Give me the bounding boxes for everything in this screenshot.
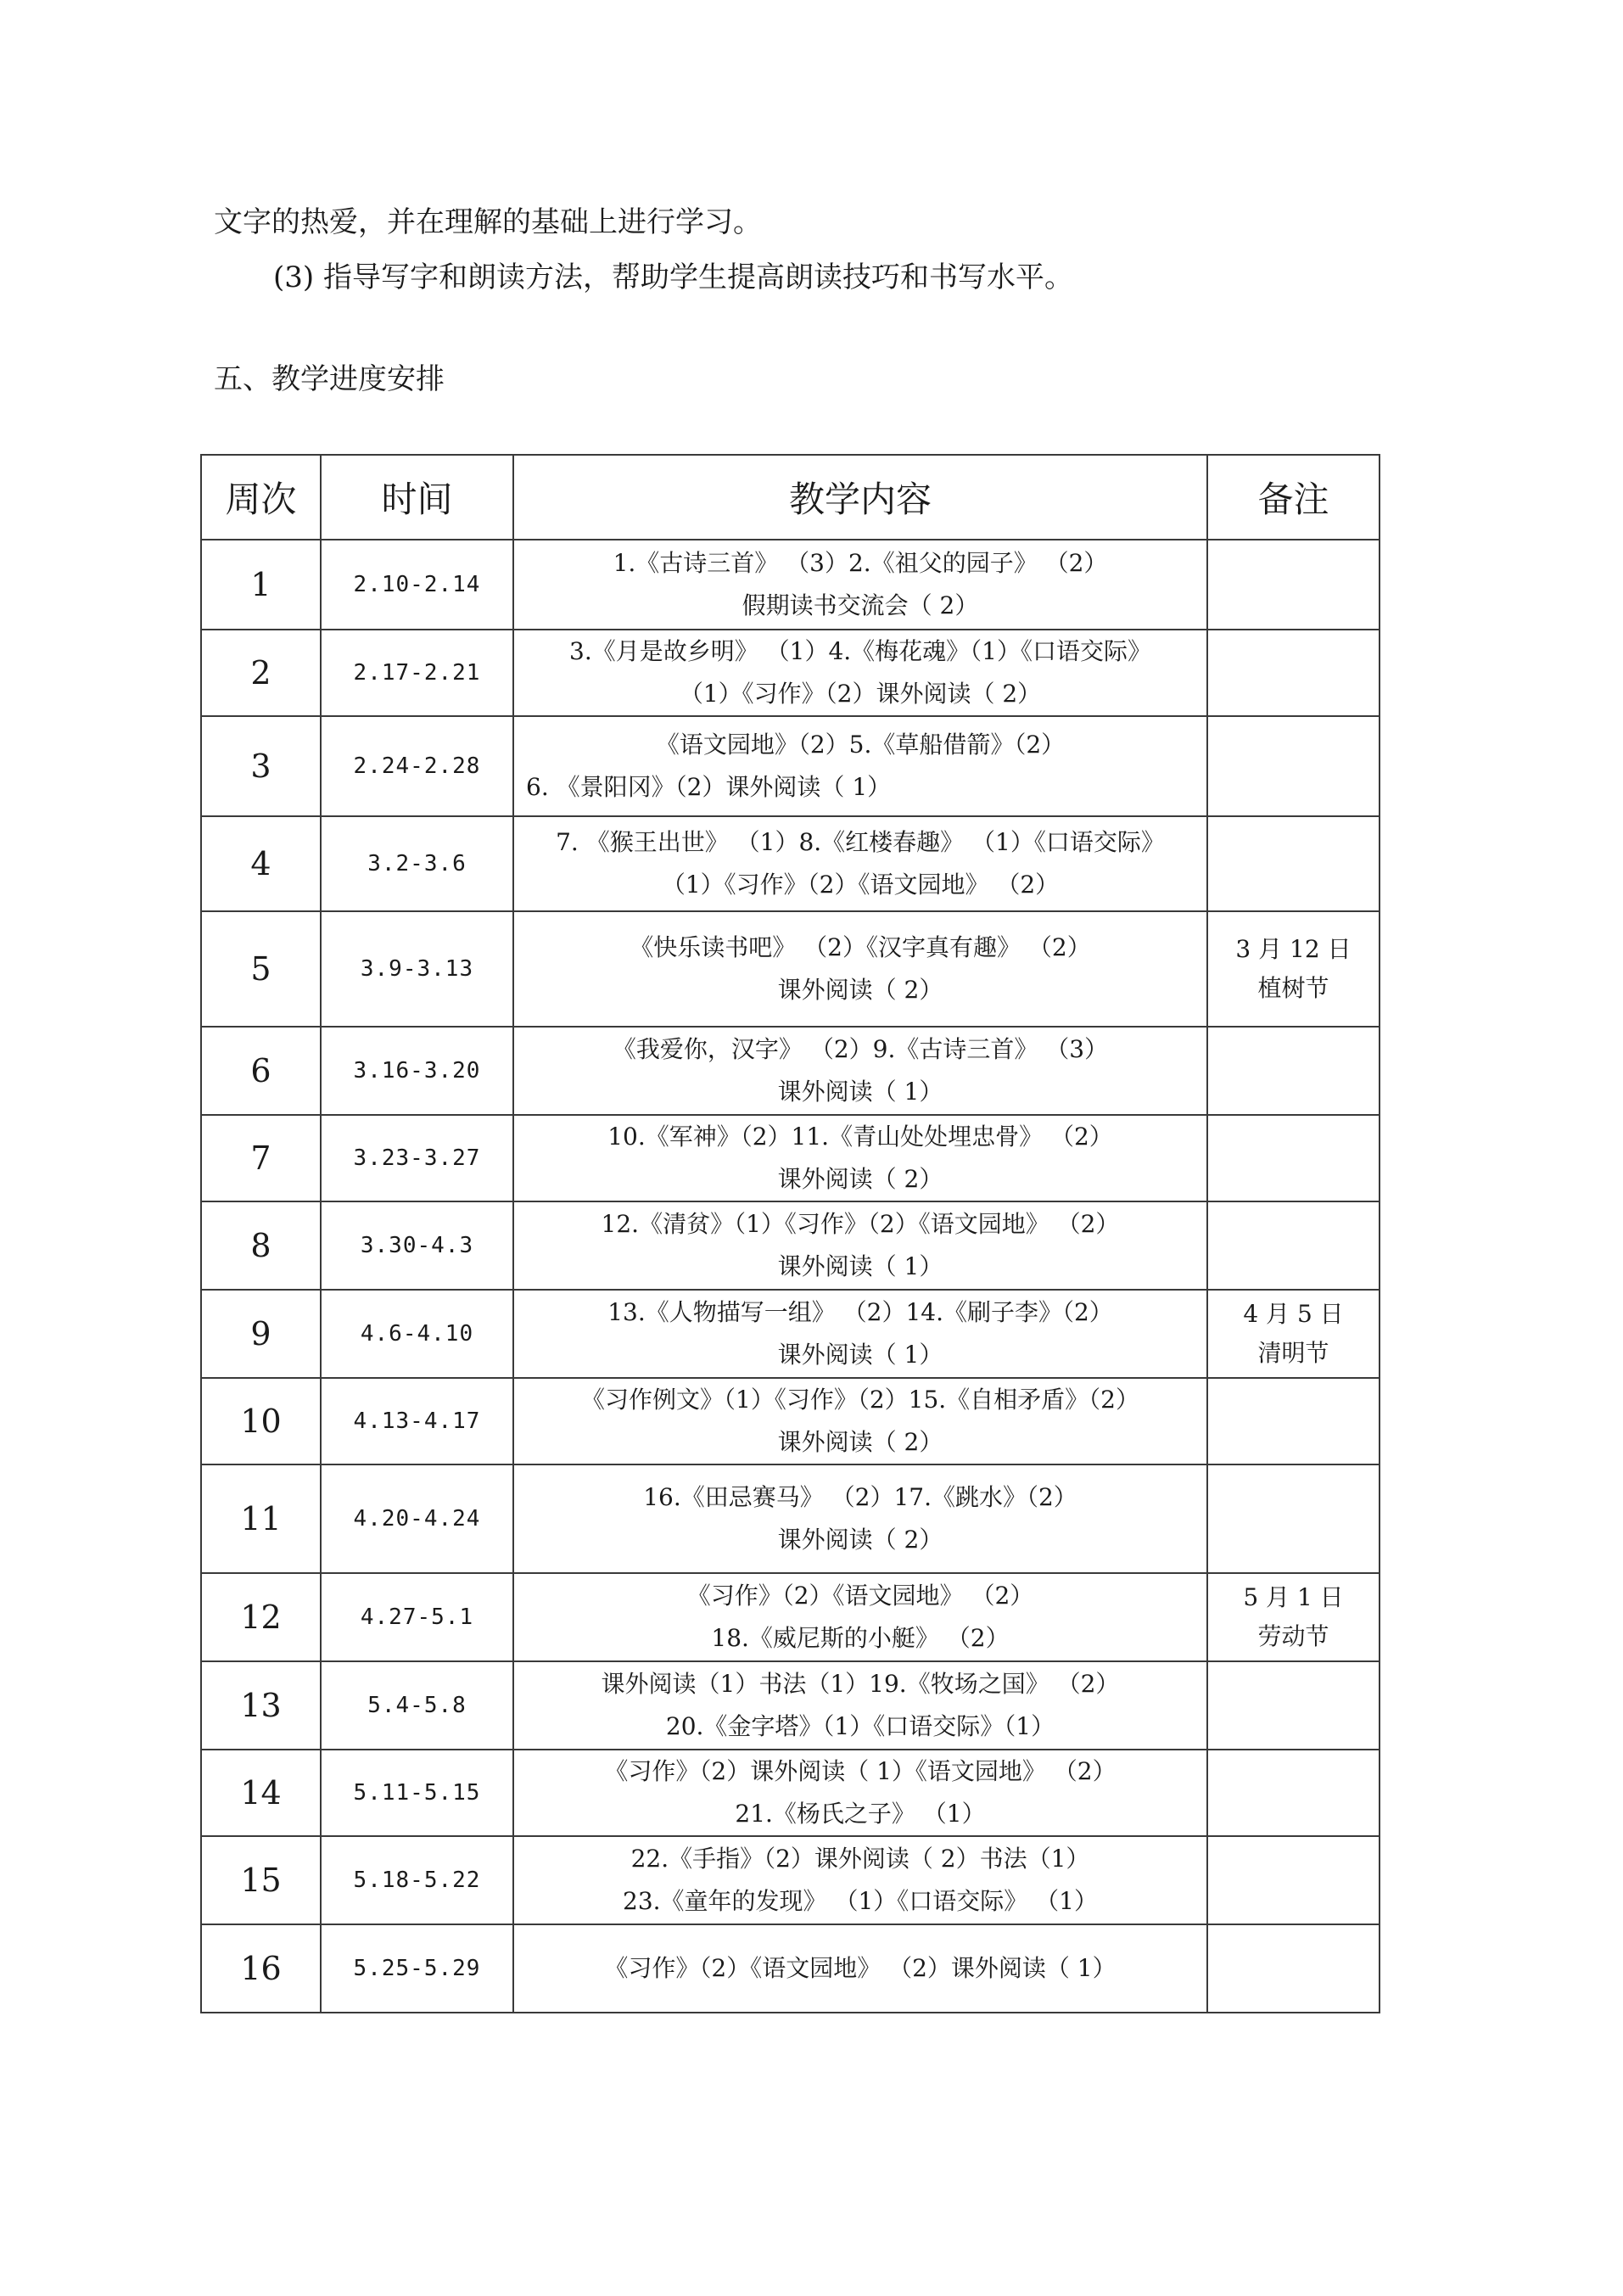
content-line: 课外阅读（ 2） bbox=[777, 1428, 943, 1456]
note-cell bbox=[1207, 1573, 1380, 1661]
table-body bbox=[201, 540, 1380, 2013]
content-cell bbox=[513, 1201, 1207, 1290]
content-cell bbox=[513, 1115, 1207, 1201]
note-cell bbox=[1207, 1836, 1380, 1924]
time-cell: 3.30-4.3 bbox=[321, 1201, 513, 1290]
week-cell: 14 bbox=[201, 1750, 321, 1836]
content-line: 《快乐读书吧》 （2）《汉字真有趣》 （2） bbox=[630, 933, 1091, 961]
content-line: 1.《古诗三首》 （3）2.《祖父的园子》 （2） bbox=[613, 549, 1108, 577]
header-time: 时间 bbox=[321, 455, 513, 540]
content-line: 12.《清贫》（1）《习作》（2）《语文园地》 （2） bbox=[601, 1210, 1120, 1238]
time-cell: 3.2-3.6 bbox=[321, 816, 513, 911]
content-cell bbox=[513, 1573, 1207, 1661]
content-line: 课外阅读（ 1） bbox=[777, 1078, 943, 1106]
week-cell: 7 bbox=[201, 1115, 321, 1201]
week-cell: 2 bbox=[201, 630, 321, 716]
content-line: 16.《田忌赛马》 （2）17.《跳水》（2） bbox=[643, 1483, 1077, 1511]
time-cell: 5.18-5.22 bbox=[321, 1836, 513, 1924]
time-cell: 3.9-3.13 bbox=[321, 911, 513, 1027]
note-cell bbox=[1207, 1290, 1380, 1378]
content-cell bbox=[513, 716, 1207, 816]
content-line: 13.《人物描写一组》 （2）14.《刷子李》（2） bbox=[607, 1298, 1113, 1326]
note-line: 3 月 12 日 bbox=[1235, 935, 1352, 963]
table-row bbox=[201, 1661, 1380, 1750]
note-cell bbox=[1207, 630, 1380, 716]
table-row bbox=[201, 816, 1380, 911]
week-cell: 6 bbox=[201, 1027, 321, 1115]
content-line: 7. 《猴王出世》 （1）8.《红楼春趣》 （1）《口语交际》 bbox=[556, 828, 1165, 856]
content-line: 《语文园地》（2）5.《草船借箭》（2） bbox=[655, 731, 1066, 759]
note-cell bbox=[1207, 1378, 1380, 1464]
content-line: 20.《金字塔》（1）《口语交际》（1） bbox=[665, 1712, 1055, 1740]
note-cell bbox=[1207, 1661, 1380, 1750]
table-row bbox=[201, 1750, 1380, 1836]
content-cell bbox=[513, 1836, 1207, 1924]
content-line: 假期读书交流会（ 2） bbox=[742, 591, 979, 619]
week-cell: 1 bbox=[201, 540, 321, 630]
content-line: （1）《习作》（2）《语文园地》 （2） bbox=[661, 871, 1060, 899]
time-cell: 2.10-2.14 bbox=[321, 540, 513, 630]
table-row bbox=[201, 1378, 1380, 1464]
content-line: 10.《军神》（2）11.《青山处处埋忠骨》 （2） bbox=[607, 1123, 1113, 1151]
week-cell: 3 bbox=[201, 716, 321, 816]
time-cell: 5.11-5.15 bbox=[321, 1750, 513, 1836]
content-cell bbox=[513, 1750, 1207, 1836]
content-cell bbox=[513, 1290, 1207, 1378]
section-heading: 五、教学进度安排 bbox=[214, 362, 445, 396]
time-cell: 4.20-4.24 bbox=[321, 1464, 513, 1573]
note-cell bbox=[1207, 1750, 1380, 1836]
table-row bbox=[201, 1573, 1380, 1661]
content-line: 6. 《景阳冈》（2）课外阅读（ 1） bbox=[526, 773, 892, 801]
table-row bbox=[201, 911, 1380, 1027]
table-row bbox=[201, 1464, 1380, 1573]
note-cell bbox=[1207, 1924, 1380, 2013]
content-line: 22.《手指》（2）课外阅读（ 2）书法（1） bbox=[630, 1845, 1090, 1873]
table-row bbox=[201, 540, 1380, 630]
header-note: 备注 bbox=[1207, 455, 1380, 540]
note-cell bbox=[1207, 540, 1380, 630]
note-line: 4 月 5 日 bbox=[1243, 1300, 1344, 1328]
table-row bbox=[201, 1201, 1380, 1290]
content-cell bbox=[513, 540, 1207, 630]
week-cell: 8 bbox=[201, 1201, 321, 1290]
week-cell: 12 bbox=[201, 1573, 321, 1661]
time-cell: 4.13-4.17 bbox=[321, 1378, 513, 1464]
week-cell: 15 bbox=[201, 1836, 321, 1924]
content-line: （1）《习作》（2）课外阅读（ 2） bbox=[679, 680, 1042, 708]
content-line: 课外阅读（1）书法（1）19.《牧场之国》 （2） bbox=[601, 1670, 1120, 1698]
content-line: 课外阅读（ 2） bbox=[777, 976, 943, 1004]
time-cell: 3.16-3.20 bbox=[321, 1027, 513, 1115]
content-cell bbox=[513, 1027, 1207, 1115]
time-cell: 5.25-5.29 bbox=[321, 1924, 513, 2013]
header-content: 教学内容 bbox=[513, 455, 1207, 540]
content-line: 《习作》（2）课外阅读（ 1）《语文园地》 （2） bbox=[604, 1757, 1117, 1785]
time-cell: 2.17-2.21 bbox=[321, 630, 513, 716]
content-line: 《习作》（2）《语文园地》 （2）课外阅读（ 1） bbox=[604, 1954, 1117, 1982]
intro-line-2: (3) 指导写字和朗读方法，帮助学生提高朗读技巧和书写水平。 bbox=[273, 260, 1073, 294]
week-cell: 5 bbox=[201, 911, 321, 1027]
schedule-table bbox=[200, 454, 1380, 2013]
table-row bbox=[201, 1836, 1380, 1924]
note-cell bbox=[1207, 816, 1380, 911]
table-row bbox=[201, 1290, 1380, 1378]
week-cell: 10 bbox=[201, 1378, 321, 1464]
note-cell bbox=[1207, 911, 1380, 1027]
time-cell: 2.24-2.28 bbox=[321, 716, 513, 816]
table-row bbox=[201, 1115, 1380, 1201]
note-line: 劳动节 bbox=[1257, 1622, 1329, 1650]
header-week: 周次 bbox=[201, 455, 321, 540]
time-cell: 4.6-4.10 bbox=[321, 1290, 513, 1378]
content-line: 23.《童年的发现》 （1）《口语交际》 （1） bbox=[623, 1887, 1098, 1915]
content-cell bbox=[513, 911, 1207, 1027]
week-cell: 4 bbox=[201, 816, 321, 911]
content-line: 18.《威尼斯的小艇》 （2） bbox=[711, 1624, 1010, 1652]
time-cell: 5.4-5.8 bbox=[321, 1661, 513, 1750]
content-line: 3.《月是故乡明》 （1）4.《梅花魂》（1）《口语交际》 bbox=[569, 637, 1151, 665]
table-row bbox=[201, 1924, 1380, 2013]
note-cell bbox=[1207, 1464, 1380, 1573]
table-header-row bbox=[201, 455, 1380, 540]
week-cell: 11 bbox=[201, 1464, 321, 1573]
week-cell: 16 bbox=[201, 1924, 321, 2013]
note-cell bbox=[1207, 1115, 1380, 1201]
content-line: 《习作例文》（1）《习作》（2）15.《自相矛盾》（2） bbox=[581, 1386, 1139, 1414]
table-row bbox=[201, 716, 1380, 816]
note-cell bbox=[1207, 1201, 1380, 1290]
time-cell: 4.27-5.1 bbox=[321, 1573, 513, 1661]
content-cell bbox=[513, 630, 1207, 716]
content-cell bbox=[513, 816, 1207, 911]
content-cell bbox=[513, 1464, 1207, 1573]
content-cell bbox=[513, 1924, 1207, 2013]
intro-line-1: 文字的热爱，并在理解的基础上进行学习。 bbox=[214, 205, 762, 239]
note-cell bbox=[1207, 716, 1380, 816]
content-line: 课外阅读（ 2） bbox=[777, 1526, 943, 1554]
table-row bbox=[201, 630, 1380, 716]
content-cell bbox=[513, 1378, 1207, 1464]
content-line: 《我爱你，汉字》 （2）9.《古诗三首》 （3） bbox=[612, 1035, 1109, 1063]
content-line: 课外阅读（ 1） bbox=[777, 1252, 943, 1280]
content-line: 课外阅读（ 2） bbox=[777, 1165, 943, 1193]
note-line: 清明节 bbox=[1257, 1339, 1329, 1367]
week-cell: 9 bbox=[201, 1290, 321, 1378]
table-row bbox=[201, 1027, 1380, 1115]
note-line: 植树节 bbox=[1257, 974, 1329, 1002]
note-line: 5 月 1 日 bbox=[1243, 1583, 1344, 1611]
week-cell: 13 bbox=[201, 1661, 321, 1750]
content-line: 课外阅读（ 1） bbox=[777, 1341, 943, 1369]
note-cell bbox=[1207, 1027, 1380, 1115]
content-line: 21.《杨氏之子》 （1） bbox=[735, 1800, 986, 1828]
content-line: 《习作》（2）《语文园地》 （2） bbox=[686, 1582, 1034, 1610]
time-cell: 3.23-3.27 bbox=[321, 1115, 513, 1201]
content-cell bbox=[513, 1661, 1207, 1750]
